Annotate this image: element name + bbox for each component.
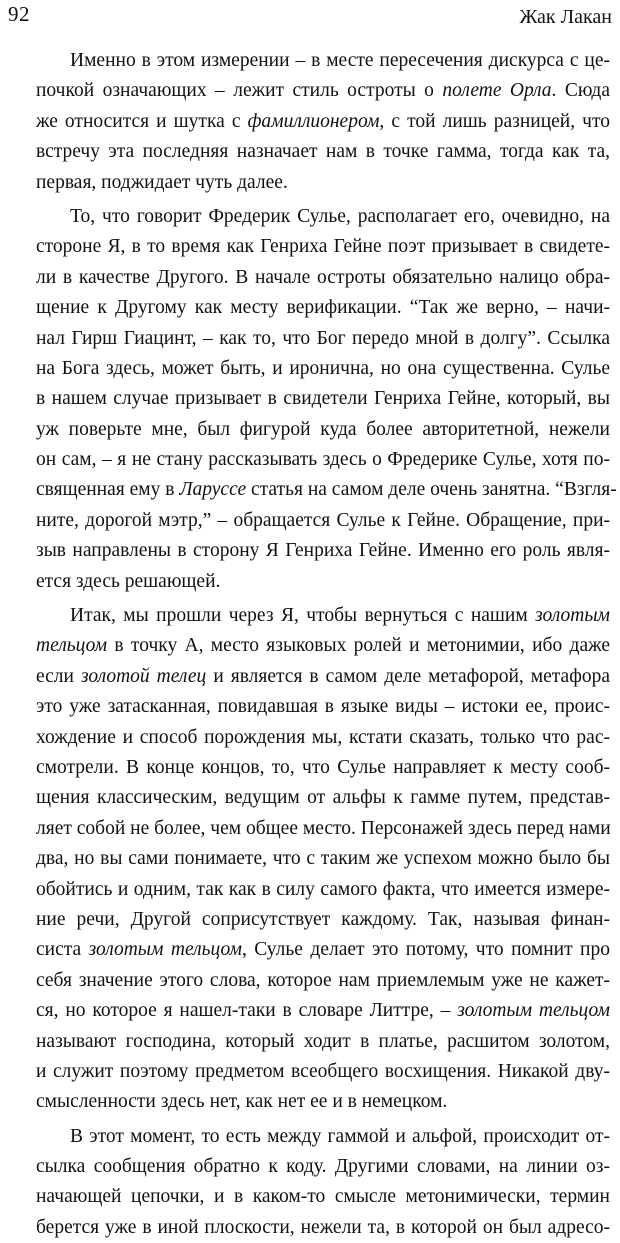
text-line: и служит поэтому предметом всеобщего восхищения. Никакой дву- — [36, 1060, 610, 1082]
text-line: щения классическим, ведущим от альфы к гамме путем, представ- — [36, 787, 610, 809]
text-line: если золотой телец и является в самом деле метафорой, метафора — [36, 665, 610, 687]
text-line: уж поверьте мне, был фигурой куда более авторитетной, нежели — [36, 418, 610, 440]
text-line: То, что говорит Фредерик Сулье, располагает его, очевидно, на — [70, 205, 610, 227]
text-line: ните, дорогой мэтр,” – обращается Сулье к Гейне. Обращение, при- — [36, 509, 610, 531]
italic-term: фамиллионером — [247, 110, 380, 132]
paragraph — [36, 46, 610, 198]
text-line: в нашем случае призывает в свидетели Генриха Гейне, который, вы — [36, 388, 610, 410]
text-line: Итак, мы прошли через Я, чтобы вернуться с нашим золотым — [70, 605, 610, 627]
text-line: себя значение этого слова, которое нам приемлемым уже не кажет- — [36, 969, 610, 991]
italic-term: тельцом — [36, 635, 108, 657]
text-line: систа золотым тельцом, Сулье делает это потому, что помнит про — [36, 939, 610, 961]
text-line: берется уже в иной плоскости, нежели та, в которой он был адресо- — [36, 1216, 610, 1238]
text-line: смотрели. В конце концов, то, что Сулье направляет к месту сооб- — [36, 756, 610, 778]
text-line: хождение и способ порождения мы, кстати сказать, только что рас- — [36, 726, 610, 748]
text-line: смысленности здесь нет, как нет ее и в немецком. — [36, 1091, 448, 1113]
text-line: щение к Другому как месту верификации. “Так же верно, – начи- — [36, 297, 610, 319]
text-line: обойтись и одним, так как в силу самого факта, что имеется измере- — [36, 878, 610, 900]
text-line: тельцом в точку А, место языковых ролей и метонимии, ибо даже — [36, 635, 610, 657]
text-line: нал Гирш Гиацинт, – как то, что Бог передо мной в долгу”. Ссылка — [36, 327, 610, 349]
text-line: называют господина, который ходит в платье, расшитом золотом, — [36, 1030, 610, 1052]
italic-term: золотым тельцом — [457, 1000, 610, 1022]
italic-term: золотым тельцом — [88, 939, 242, 961]
text-line: почкой означающих – лежит стиль остроты о полете Орла. Сюда — [36, 80, 610, 102]
text-line: стороне Я, в то время как Генриха Гейне поэт призывает в свидете- — [36, 236, 610, 258]
text-line: же относится и шутка с фамиллионером, с той лишь разницей, что — [36, 110, 610, 132]
page-header — [0, 2, 620, 36]
text-line: два, но вы сами понимаете, что с таким же успехом можно было бы — [36, 848, 610, 870]
body-text — [36, 46, 617, 1243]
paragraph — [36, 202, 617, 597]
text-line: сылка сообщения обратно к коду. Другими словами, на линии оз- — [36, 1156, 610, 1178]
text-line: начающей цепочки, и в каком-то смысле метонимически, термин — [36, 1186, 610, 1208]
text-line: зыв направлены в сторону Я Генриха Гейне. Именно его роль явля- — [36, 540, 610, 562]
text-line: ние речи, Другой соприсутствует каждому. Так, называя финан- — [36, 908, 610, 930]
text-line: священная ему в Ларуссе статья на самом деле очень занятна. “Взгля- — [36, 479, 617, 501]
italic-term: полете Орла — [442, 80, 552, 102]
italic-term: Ларуссе — [179, 479, 247, 501]
paragraph — [36, 601, 610, 1118]
text-line: на Бога здесь, может быть, и иронична, но она существенна. Сулье — [36, 357, 610, 379]
text-line: ся, но которое я нашел-таки в словаре Литтре, – золотым тельцом — [36, 1000, 610, 1022]
text-line: он сам, – я не стану рассказывать здесь о Фредерике Сулье, хотя по- — [36, 449, 610, 471]
page-number: 92 — [8, 2, 30, 26]
text-line: первая, поджидает чуть далее. — [36, 171, 288, 193]
italic-term: золотым — [535, 605, 610, 627]
text-line: ли в качестве Другого. В начале остроты обязательно налицо обра- — [36, 266, 610, 288]
text-line: Именно в этом измерении – в месте пересечения дискурса с це- — [70, 50, 610, 71]
text-line: ляет собой не более, чем общее место. Персонажей здесь перед нами — [36, 817, 611, 839]
text-line: встречу эта последняя назначает нам в точке гамма, тогда как та, — [36, 141, 610, 163]
text-line: В этот момент, то есть между гаммой и альфой, происходит от- — [70, 1125, 610, 1147]
italic-term: золотой телец — [80, 665, 207, 687]
paragraph — [36, 1122, 610, 1243]
text-line: ется здесь решающей. — [36, 570, 221, 592]
running-head: Жак Лакан — [519, 6, 612, 28]
text-line: это уже затасканная, повидавшая в языке виды – истоки ее, проис- — [36, 696, 610, 718]
